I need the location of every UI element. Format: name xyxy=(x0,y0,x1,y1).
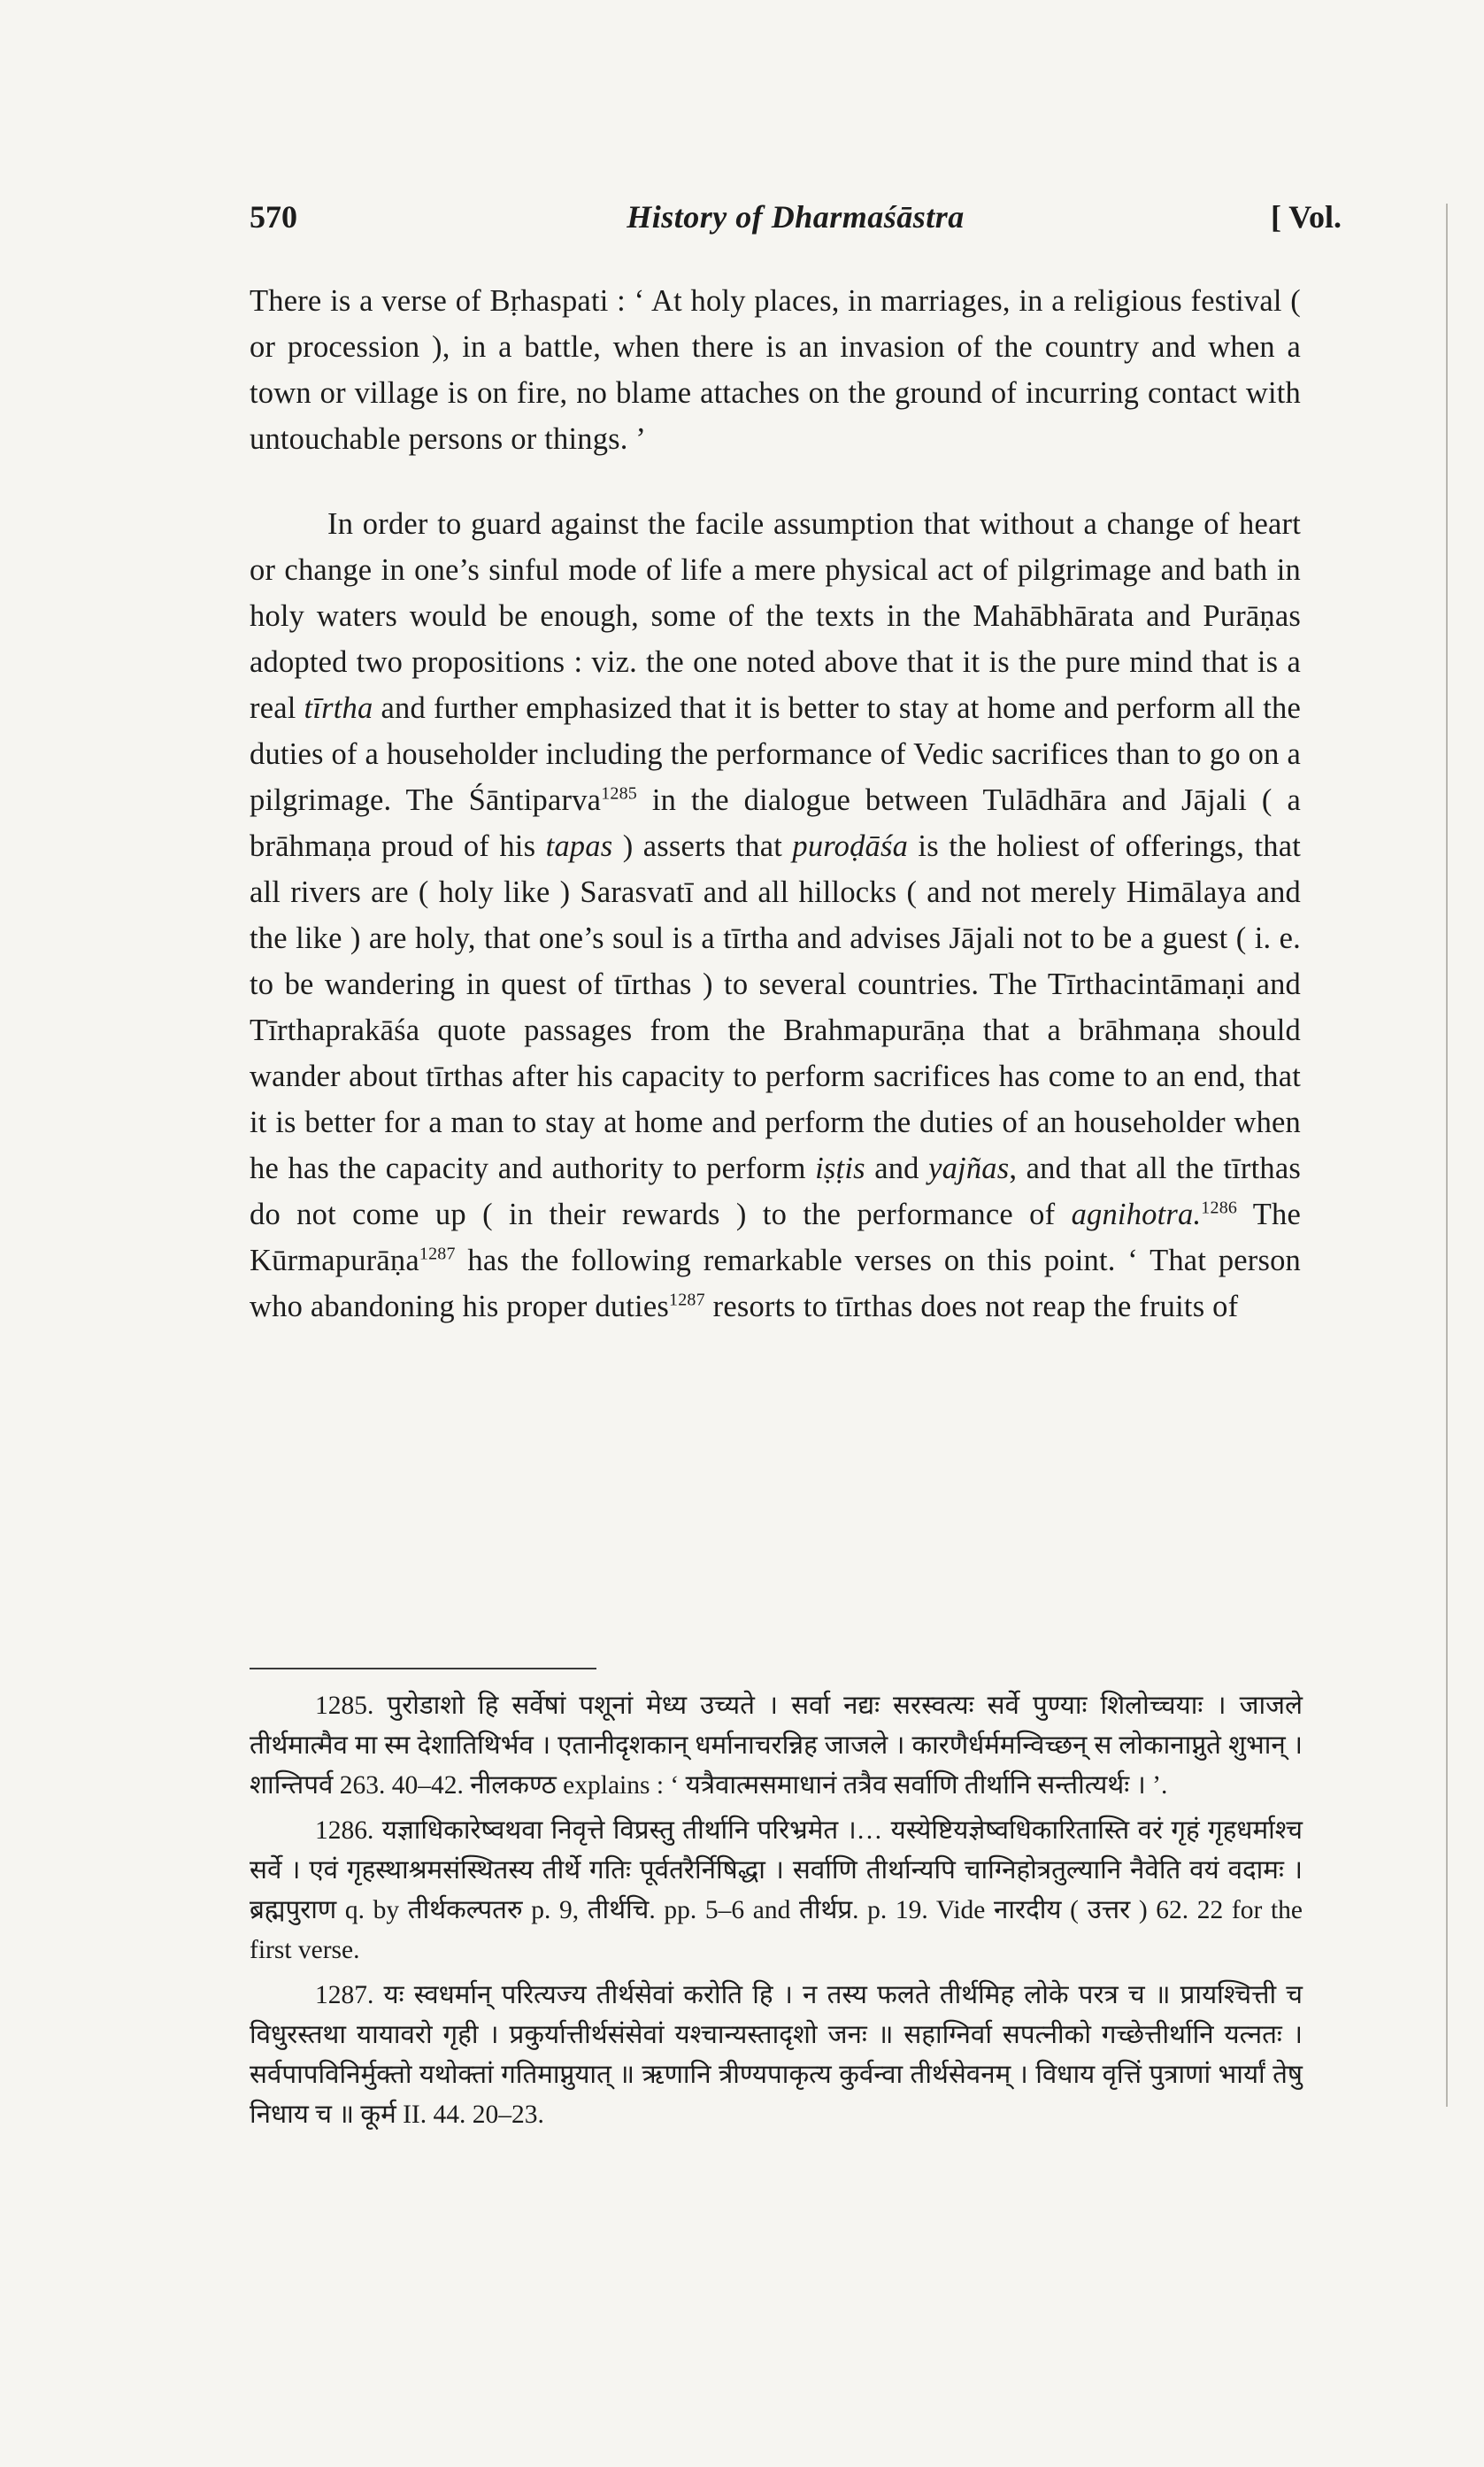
footnote-ref-1286[interactable]: 1286 xyxy=(1201,1198,1238,1218)
term-purodasa: puroḍāśa xyxy=(792,829,909,863)
term-tirtha: tīrtha xyxy=(304,691,373,725)
footnote-ref-1287-second[interactable]: 1287 xyxy=(669,1290,705,1310)
page-number: 570 xyxy=(250,199,297,235)
footnote-text: यः स्वधर्मान् परित्यज्य तीर्थसेवां करोति हि । न तस्य फलते तीर्थमिह लोके परत्र च ॥ प्रायश्चित्ती च विधुरस्तथा यायावरो गृही । प्रकुर्यात्तीर्थसंसेवां यश्चान्यस्तादृशो जनः ॥ सहाग्निर्वा सपत्नीको गच्छेत्तीर्थानि यत्नतः । सर्वपापविनिर्मुक्तो यथोक्तां गतिमाप्नुयात् ॥ ऋणानि त्रीण्यपाकृत्य कुर्वन्वा तीर्थसेवनम् । विधाय वृत्तिं पुत्राणां भार्यां तेषु निधाय च ॥ कूर्म II. 44. 20–23. xyxy=(250,1981,1303,2129)
p2-text: and xyxy=(865,1152,929,1185)
footnote-number: 1285. xyxy=(315,1692,374,1720)
term-agnihotra: agnihotra. xyxy=(1071,1198,1202,1231)
volume-label: [ Vol. xyxy=(1270,199,1342,235)
p2-text: ) asserts that xyxy=(612,829,793,863)
p2-text: is the holiest of offerings, that all rivers are ( holy like ) Sarasvatī and all hillocks ( and not merely Himālaya and the like ) are holy, that one’s soul is a tīrtha and advises Jājali not to be a guest ( i. e. to be wandering in quest of tīrthas ) to several countries. The Tīrthacintāmaṇi and Tīrthaprakāśa quote passages from the Brahmapurāṇa that a brāhmaṇa should wander about tīrthas after his capacity to perform sacrifices has come to an end, that it is better for a man to stay at home and perform the duties of an householder when he has the capacity and authority to perform xyxy=(250,829,1302,1185)
p2-text: and further emphasized that it is better to stay at home and perform all the duties of a householder including the performance of Vedic sacrifices than to go on a pilgrimage. The Śāntiparva xyxy=(250,691,1301,817)
footnote-ref-1285[interactable]: 1285 xyxy=(601,783,637,804)
p2-text: in the dialogue between Tulādhāra and Jājali ( a brāhmaṇa proud of his xyxy=(250,783,1301,863)
p2-text: resorts to tīrthas does not reap the fruits of xyxy=(704,1290,1239,1323)
paragraph-1: There is a verse of Bṛhaspati : ‘ At holy places, in marriages, in a religious festival ( or procession ), in a battle, when there is an invasion of the country and when a town or village is on fire, no blame attaches on the ground of incurring contact with untouchable persons or things. ’ xyxy=(250,284,1301,456)
paragraph-2 xyxy=(250,501,1301,1330)
footnote-number: 1287. xyxy=(315,1981,374,2009)
footnotes xyxy=(250,1686,1303,2135)
term-tapas: tapas xyxy=(545,829,613,863)
p2-text: In order to guard against the facile assumption that without a change of heart or change in one’s sinful mode of life a mere physical act of pilgrimage and bath in holy waters would be enough, some of the texts in the Mahābhārata and Purāṇas adopted two propositions : viz. the one noted above that it is the pure mind that is a real xyxy=(250,507,1301,725)
page-edge-line xyxy=(1446,204,1448,2107)
running-header xyxy=(250,198,1342,243)
footnote-1286 xyxy=(250,1811,1303,1970)
p2-text: The Kūrmapurāṇa xyxy=(250,1198,1301,1277)
p2-text: , and that all the tīrthas do not come up ( in their rewards ) to the performance of xyxy=(250,1152,1301,1231)
footnote-1287 xyxy=(250,1976,1303,2135)
footnote-number: 1286. xyxy=(315,1816,374,1845)
term-yajnas: yajñas xyxy=(928,1152,1010,1185)
p2-text: has the following remarkable verses on this point. ‘ That person who abandoning his proper duties xyxy=(250,1244,1301,1323)
term-istis: iṣṭis xyxy=(815,1152,865,1185)
main-text xyxy=(250,278,1301,1330)
footnote-ref-1287[interactable]: 1287 xyxy=(419,1244,456,1264)
footnote-text: explains : ‘ यत्रैवात्मसमाधानं तत्रैव सर्वाणि तीर्थानि सन्तीत्यर्थः । ’. xyxy=(563,1771,1168,1800)
footnote-separator xyxy=(250,1668,596,1669)
footnote-text: यज्ञाधिकारेष्वथवा निवृत्ते विप्रस्तु तीर्थानि परिभ्रमेत ।… यस्येष्टियज्ञेष्वधिकारितास्ति वरं गृहं गृहधर्माश्च सर्वे । एवं गृहस्थाश्रमसंस्थितस्य तीर्थे गतिः पूर्वतरैर्निषिद्धा । सर्वाणि तीर्थान्यपि चाग्निहोत्रतुल्यानि नैवेति वयं वदामः । ब्रह्मपुराण q. by तीर्थकल्पतरु p. 9, तीर्थचि. pp. 5–6 and तीर्थप्र. p. 19. Vide नारदीय ( उत्तर ) 62. 22 for the first verse. xyxy=(250,1816,1303,1964)
footnote-text: पुरोडाशो हि सर्वेषां पशूनां मेध्य उच्यते । सर्वा नद्यः सरस्वत्यः सर्वे पुण्याः शिलोच्चयाः । जाजले तीर्थमात्मैव मा स्म देशातिथिर्भव । एतानीदृशकान् धर्मानाचरन्निह जाजले । कारणैर्धर्ममन्विच्छन् स लोकानाप्नुते शुभान् । शान्तिपर्व 263. 40–42. नीलकण्ठ xyxy=(250,1692,1303,1800)
footnote-1285 xyxy=(250,1686,1303,1806)
running-title: History of Dharmaśāstra xyxy=(627,199,965,235)
